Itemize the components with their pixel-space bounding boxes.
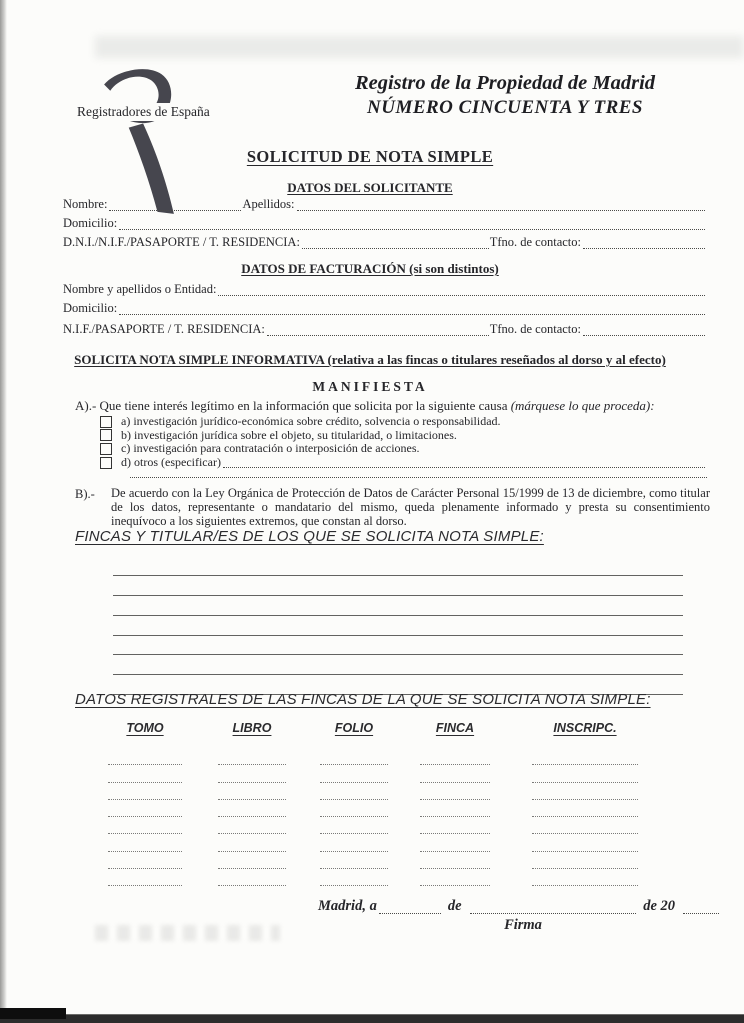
facturacion-domicilio-row xyxy=(63,300,706,316)
day-field-line[interactable] xyxy=(379,901,441,914)
option-d-row xyxy=(100,456,706,470)
table-cell-line[interactable] xyxy=(532,764,638,765)
bleed-through-artifact xyxy=(95,925,280,941)
de20-label: de 20 xyxy=(643,898,675,914)
col-tomo: TOMO xyxy=(126,721,164,735)
table-cell-line[interactable] xyxy=(420,764,490,765)
scan-artifact-top-streak xyxy=(95,36,744,58)
scan-artifact-bottom-edge xyxy=(0,1015,744,1023)
manifiesta-heading: MANIFIESTA xyxy=(312,379,428,394)
solicita-heading: SOLICITA NOTA SIMPLE INFORMATIVA (relativa a las fincas o titulares reseñados al dorso y al efecto) xyxy=(74,352,666,367)
facturacion-heading: DATOS DE FACTURACIÓN (si son distintos) xyxy=(241,261,499,276)
table-cell-line[interactable] xyxy=(420,885,490,886)
table-cell-line[interactable] xyxy=(420,816,490,817)
form-title: SOLICITUD DE NOTA SIMPLE xyxy=(246,147,494,166)
fincas-write-line[interactable] xyxy=(113,636,683,656)
table-cell-line[interactable] xyxy=(108,799,182,800)
item-a-note: (márquese lo que proceda): xyxy=(510,398,655,413)
table-cell-line[interactable] xyxy=(108,868,182,869)
firma-label: Firma xyxy=(504,917,542,933)
table-cell-line[interactable] xyxy=(532,851,638,852)
table-row xyxy=(30,852,708,869)
table-cell-line[interactable] xyxy=(320,782,388,783)
facturacion-nif-row xyxy=(63,321,706,337)
table-row xyxy=(30,834,708,851)
table-cell-line[interactable] xyxy=(532,833,638,834)
table-cell-line[interactable] xyxy=(218,799,286,800)
checkbox-c[interactable] xyxy=(100,443,112,455)
table-cell-line[interactable] xyxy=(532,782,638,783)
table-cell-line[interactable] xyxy=(420,799,490,800)
otros-field-line-2[interactable] xyxy=(130,471,707,478)
col-finca: FINCA xyxy=(435,721,475,735)
table-row xyxy=(30,817,708,834)
col-folio: FOLIO xyxy=(334,721,374,735)
checkbox-a[interactable] xyxy=(100,416,112,428)
month-field-line[interactable] xyxy=(470,901,637,914)
item-b-text: De acuerdo con la Ley Orgánica de Protección de Datos de Carácter Personal 15/1999 de 13 de diciembre, como titular de los datos, representante o mandatario del mismo, queda plenamente informado y presta su consentimiento inequívoco a los siguientes extremos, que constan al dorso. xyxy=(111,486,710,528)
table-cell-line[interactable] xyxy=(218,816,286,817)
table-cell-line[interactable] xyxy=(218,885,286,886)
tfno-label: Tfno. de contacto: xyxy=(489,235,581,249)
table-cell-line[interactable] xyxy=(108,851,182,852)
option-a-row xyxy=(100,415,706,429)
fincas-heading: FINCAS Y TITULAR/ES DE LOS QUE SE SOLICITA NOTA SIMPLE: xyxy=(75,528,544,545)
date-line xyxy=(318,897,720,915)
registry-title-line2: NÚMERO CINCUENTA Y TRES xyxy=(367,97,643,118)
table-cell-line[interactable] xyxy=(532,816,638,817)
fact-nif-field-line[interactable] xyxy=(267,323,489,336)
de-label: de xyxy=(447,898,462,914)
checkbox-d[interactable] xyxy=(100,457,112,469)
checkbox-b[interactable] xyxy=(100,429,112,441)
solicitante-nombre-row xyxy=(63,196,706,212)
item-a-text: Que tiene interés legítimo en la información que solicita por la siguiente causa xyxy=(99,398,508,413)
option-b-row xyxy=(100,429,706,443)
table-cell-line[interactable] xyxy=(420,833,490,834)
registrales-table-body xyxy=(30,748,708,886)
registry-title xyxy=(298,72,712,119)
fact-tfno-label: Tfno. de contacto: xyxy=(489,322,581,336)
table-cell-line[interactable] xyxy=(108,782,182,783)
domicilio-field-line[interactable] xyxy=(119,217,705,230)
manifiesta-item-b xyxy=(75,487,710,529)
table-cell-line[interactable] xyxy=(320,764,388,765)
apellidos-label: Apellidos: xyxy=(242,197,295,211)
place-label: Madrid, a xyxy=(318,898,377,914)
fact-tfno-field-line[interactable] xyxy=(583,323,705,336)
table-cell-line[interactable] xyxy=(532,885,638,886)
manifiesta-item-a xyxy=(75,398,714,414)
option-a-label: a) investigación jurídico-económica sobre crédito, solvencia o responsabilidad. xyxy=(121,414,501,429)
nombre-field-line[interactable] xyxy=(109,198,241,211)
option-c-label: c) investigación para contratación o interposición de acciones. xyxy=(121,441,420,456)
table-cell-line[interactable] xyxy=(320,833,388,834)
table-cell-line[interactable] xyxy=(420,851,490,852)
item-b-label: B).- xyxy=(75,487,95,501)
table-row xyxy=(30,748,708,765)
nombre-label: Nombre: xyxy=(63,197,108,211)
table-cell-line[interactable] xyxy=(320,851,388,852)
table-cell-line[interactable] xyxy=(420,782,490,783)
apellidos-field-line[interactable] xyxy=(297,198,705,211)
fincas-write-line[interactable] xyxy=(113,556,683,576)
table-cell-line[interactable] xyxy=(218,851,286,852)
table-cell-line[interactable] xyxy=(218,764,286,765)
table-cell-line[interactable] xyxy=(108,764,182,765)
year-field-line[interactable] xyxy=(683,901,719,914)
fincas-write-line[interactable] xyxy=(113,576,683,596)
fincas-write-line[interactable] xyxy=(113,596,683,616)
fact-nombre-label: Nombre y apellidos o Entidad: xyxy=(63,282,217,296)
fincas-write-line[interactable] xyxy=(113,616,683,636)
scan-artifact-bottom-notch xyxy=(0,1008,66,1019)
table-cell-line[interactable] xyxy=(420,868,490,869)
table-cell-line[interactable] xyxy=(320,816,388,817)
table-cell-line[interactable] xyxy=(320,868,388,869)
col-inscripc: INSCRIPC. xyxy=(553,721,617,735)
table-cell-line[interactable] xyxy=(218,833,286,834)
table-cell-line[interactable] xyxy=(108,833,182,834)
scan-artifact-left-edge xyxy=(0,0,7,1023)
registry-title-line1: Registro de la Propiedad de Madrid xyxy=(354,72,656,94)
fact-domicilio-label: Domicilio: xyxy=(63,301,118,315)
table-row xyxy=(30,765,708,782)
dni-label: D.N.I./N.I.F./PASAPORTE / T. RESIDENCIA: xyxy=(63,235,300,249)
registrales-table-header xyxy=(30,721,708,735)
fact-domicilio-field-line[interactable] xyxy=(119,302,705,315)
logo-caption: Registradores de España xyxy=(74,103,213,121)
col-libro: LIBRO xyxy=(232,721,272,735)
domicilio-label: Domicilio: xyxy=(63,216,118,230)
option-c-row xyxy=(100,442,706,456)
registrales-heading: DATOS REGISTRALES DE LAS FINCAS DE LA QUE SE SOLICITA NOTA SIMPLE: xyxy=(75,691,651,708)
fact-nombre-field-line[interactable] xyxy=(218,283,705,296)
facturacion-nombre-row xyxy=(63,281,706,297)
table-cell-line[interactable] xyxy=(532,868,638,869)
otros-field-line[interactable] xyxy=(223,458,705,468)
table-row xyxy=(30,800,708,817)
option-d-label: d) otros (especificar) xyxy=(121,455,221,470)
fincas-write-area xyxy=(113,556,683,695)
table-cell-line[interactable] xyxy=(108,885,182,886)
fact-nif-label: N.I.F./PASAPORTE / T. RESIDENCIA: xyxy=(63,322,265,336)
table-row xyxy=(30,869,708,886)
table-cell-line[interactable] xyxy=(108,816,182,817)
table-cell-line[interactable] xyxy=(532,799,638,800)
fincas-write-line[interactable] xyxy=(113,655,683,675)
item-a-label: A).- xyxy=(75,398,97,413)
table-cell-line[interactable] xyxy=(218,868,286,869)
solicitante-domicilio-row xyxy=(63,215,706,231)
dni-field-line[interactable] xyxy=(302,236,489,249)
solicitante-dni-row xyxy=(63,234,706,250)
table-cell-line[interactable] xyxy=(218,782,286,783)
table-cell-line[interactable] xyxy=(320,799,388,800)
tfno-field-line[interactable] xyxy=(583,236,705,249)
solicitante-heading: DATOS DEL SOLICITANTE xyxy=(287,180,453,195)
option-b-label: b) investigación jurídica sobre el objeto, su titularidad, o limitaciones. xyxy=(121,427,457,442)
cause-options xyxy=(100,415,706,469)
table-cell-line[interactable] xyxy=(320,885,388,886)
table-row xyxy=(30,783,708,800)
